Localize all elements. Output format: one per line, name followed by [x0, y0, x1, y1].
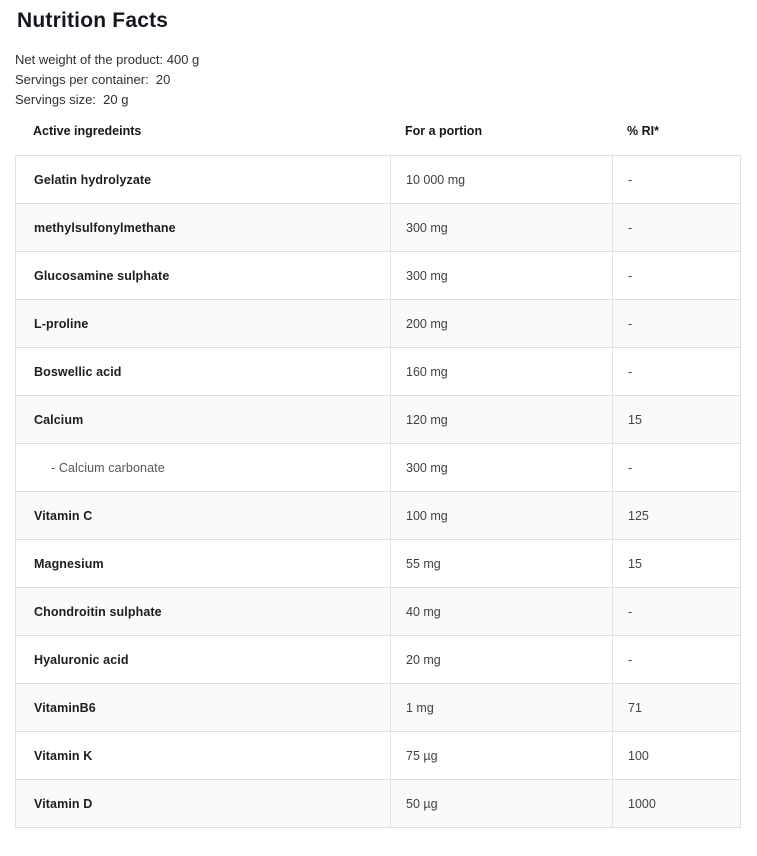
- ingredient-name-cell: Chondroitin sulphate: [16, 588, 391, 635]
- portion-value-cell: 55 mg: [391, 540, 613, 587]
- table-header-row: [15, 123, 741, 155]
- ingredient-name-cell: Vitamin C: [16, 492, 391, 539]
- table-row: [16, 636, 740, 684]
- col-header-for-a-portion: For a portion: [405, 124, 483, 138]
- ingredient-name-cell: Glucosamine sulphate: [16, 252, 391, 299]
- col-header-active-ingredients: Active ingredeints: [33, 124, 142, 138]
- ri-value-cell: -: [628, 220, 633, 235]
- ingredient-name-cell: Vitamin K: [16, 732, 391, 779]
- table-row: [16, 156, 740, 204]
- table-row: [16, 300, 740, 348]
- portion-value-cell: 300 mg: [391, 252, 613, 299]
- ri-value-cell: -: [628, 172, 633, 187]
- table-row: [16, 348, 740, 396]
- ingredient-name-cell: Calcium: [16, 396, 391, 443]
- table-row: [16, 204, 740, 252]
- ingredient-name-cell: - Calcium carbonate: [16, 444, 391, 491]
- ri-value-cell: 100: [628, 748, 649, 763]
- portion-value-cell: 50 µg: [391, 780, 613, 827]
- portion-value-cell: 20 mg: [391, 636, 613, 683]
- table-row: [16, 780, 740, 828]
- ri-value-cell: -: [628, 316, 633, 331]
- ingredient-name-cell: Magnesium: [16, 540, 391, 587]
- ingredient-name-cell: L-proline: [16, 300, 391, 347]
- ri-value-cell: -: [628, 652, 633, 667]
- ingredient-name-cell: VitaminB6: [16, 684, 391, 731]
- ingredient-name-cell: Boswellic acid: [16, 348, 391, 395]
- portion-value-cell: 300 mg: [391, 444, 613, 491]
- table-row: [16, 540, 740, 588]
- ingredient-name-cell: methylsulfonylmethane: [16, 204, 391, 251]
- product-meta: [15, 50, 741, 110]
- ri-value-cell: 15: [628, 556, 642, 571]
- table-row: [16, 588, 740, 636]
- ingredient-name-cell: Gelatin hydrolyzate: [16, 156, 391, 203]
- ingredient-name-cell: Hyaluronic acid: [16, 636, 391, 683]
- ingredients-table: [15, 155, 741, 828]
- ri-value-cell: -: [628, 604, 633, 619]
- net-weight-text: Net weight of the product: 400 g: [15, 52, 200, 67]
- table-row: [16, 684, 740, 732]
- servings-size-text: Servings size: 20 g: [15, 92, 129, 107]
- ri-value-cell: -: [628, 364, 633, 379]
- col-header-percent-ri: % RI*: [627, 124, 659, 138]
- table-row: [16, 444, 740, 492]
- ri-value-cell: 15: [628, 412, 642, 427]
- portion-value-cell: 100 mg: [391, 492, 613, 539]
- ri-value-cell: 71: [628, 700, 642, 715]
- portion-value-cell: 300 mg: [391, 204, 613, 251]
- table-row: [16, 252, 740, 300]
- servings-per-container-text: Servings per container: 20: [15, 72, 171, 87]
- ri-value-cell: 125: [628, 508, 649, 523]
- ri-value-cell: -: [628, 460, 633, 475]
- portion-value-cell: 40 mg: [391, 588, 613, 635]
- ri-value-cell: 1000: [628, 796, 656, 811]
- portion-value-cell: 200 mg: [391, 300, 613, 347]
- portion-value-cell: 1 mg: [391, 684, 613, 731]
- table-row: [16, 732, 740, 780]
- ri-value-cell: -: [628, 268, 633, 283]
- portion-value-cell: 10 000 mg: [391, 156, 613, 203]
- page-title: Nutrition Facts: [17, 9, 169, 32]
- table-row: [16, 492, 740, 540]
- portion-value-cell: 75 µg: [391, 732, 613, 779]
- portion-value-cell: 120 mg: [391, 396, 613, 443]
- table-row: [16, 396, 740, 444]
- ingredient-name-cell: Vitamin D: [16, 780, 391, 827]
- portion-value-cell: 160 mg: [391, 348, 613, 395]
